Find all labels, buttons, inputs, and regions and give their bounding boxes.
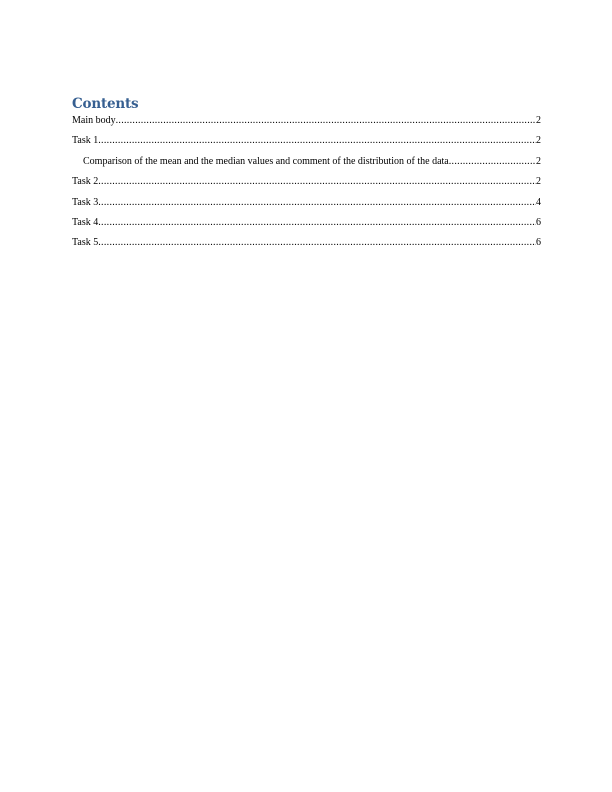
toc-entry-label: Task 1	[72, 135, 99, 147]
toc-entry-task-3[interactable]	[72, 197, 541, 209]
toc-entry-task-1[interactable]	[72, 135, 541, 147]
toc-entry-page-number: 4	[536, 196, 541, 208]
toc-entry-page-number: 6	[536, 237, 541, 249]
toc-dot-leader	[98, 237, 536, 249]
toc-dot-leader	[449, 156, 536, 168]
toc-entry-task-4[interactable]	[72, 217, 541, 229]
toc-dot-leader	[98, 217, 536, 229]
toc-entry-page-number: 2	[536, 176, 541, 188]
toc-entry-task-2[interactable]	[72, 176, 541, 188]
toc-entry-label: Main body	[72, 115, 116, 126]
toc-entry-page-number: 2	[536, 155, 541, 167]
toc-entry-label: Task 5	[72, 237, 99, 249]
table-of-contents	[72, 95, 541, 258]
toc-entry-label: Task 2	[72, 176, 99, 188]
toc-dot-leader	[116, 115, 536, 127]
toc-entry-label: Task 4	[72, 216, 99, 228]
toc-entry-main-body[interactable]	[72, 115, 541, 127]
toc-dot-leader	[98, 176, 536, 188]
toc-entry-label: Comparison of the mean and the median values and comment of the distribution of the data	[83, 155, 449, 167]
toc-entry-page-number: 6	[536, 216, 541, 228]
toc-entry-comparison-mean-median[interactable]	[72, 156, 541, 168]
toc-entry-page-number: 2	[536, 115, 541, 126]
toc-dot-leader	[98, 197, 536, 209]
toc-dot-leader	[98, 135, 536, 147]
toc-entry-label: Task 3	[72, 196, 99, 208]
toc-entry-task-5[interactable]	[72, 237, 541, 249]
toc-entry-page-number: 2	[536, 135, 541, 147]
toc-heading: Contents	[72, 96, 139, 112]
